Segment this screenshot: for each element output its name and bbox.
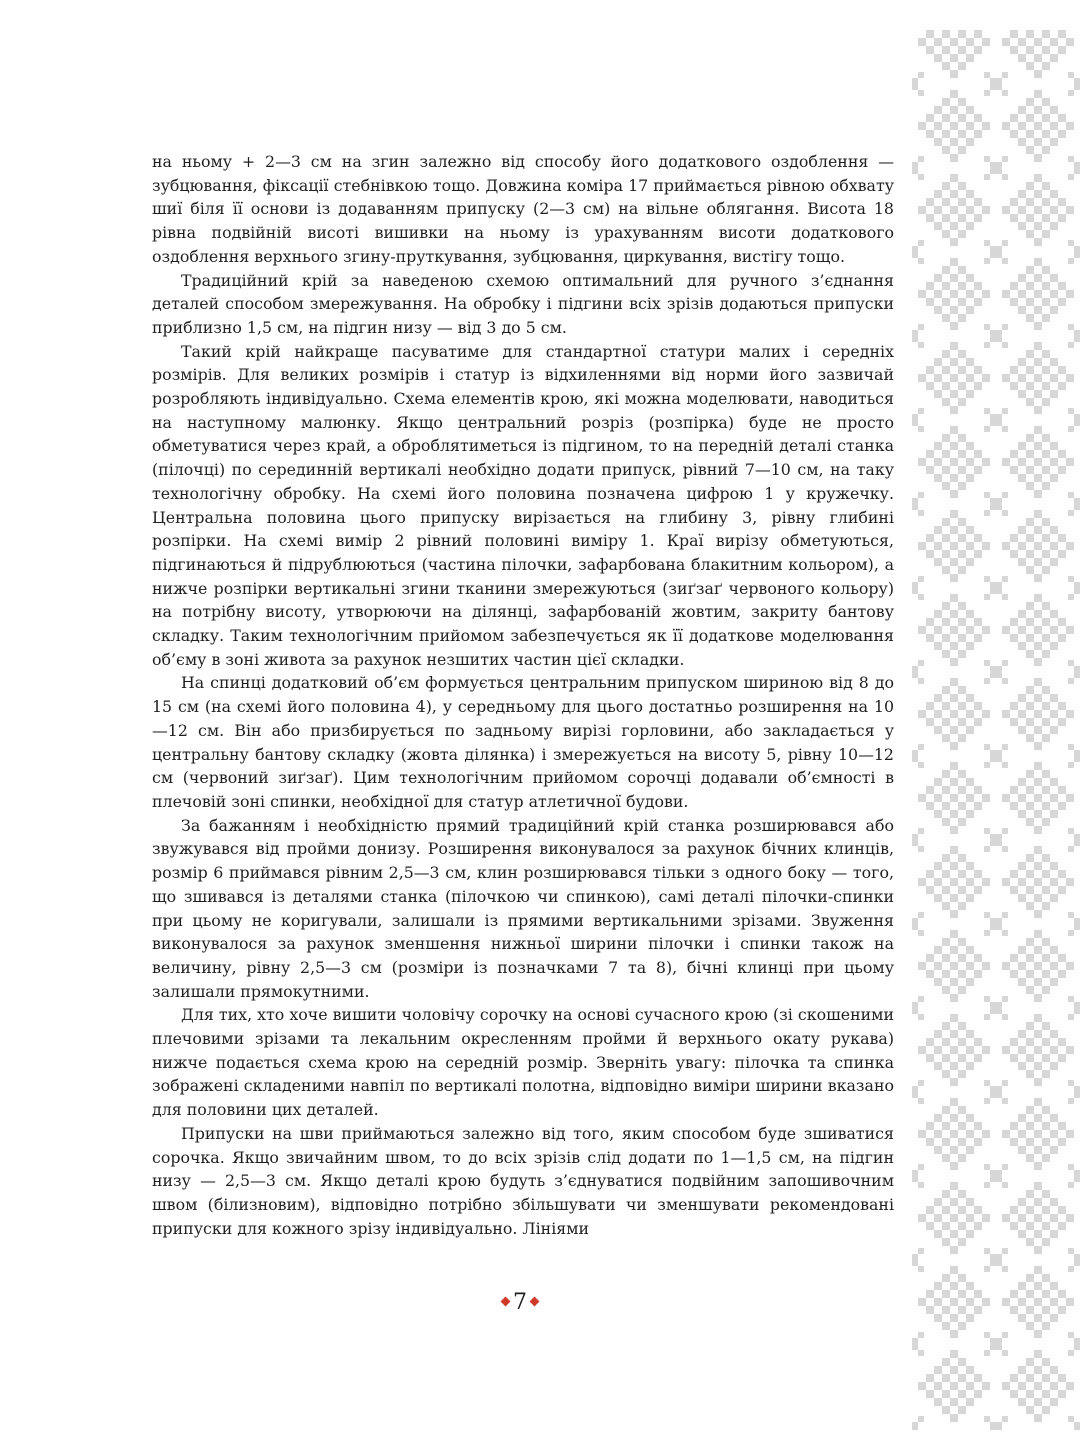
page-number-value: 7 xyxy=(513,1290,527,1315)
paragraph: Для тих, хто хоче вишити чоловічу сорочку на основі сучасного крою (зі скошеними плечовими зрізами та лекальним окресленням пройми й верхнього окату рукава) нижче подається схема крою на середній розмір. Зверніть увагу: пілочка та спинка зображені складеними навпіл по вертикалі полотна, відповідно виміри ширини вказано для половини цих деталей. xyxy=(152,1005,894,1120)
paragraph: За бажанням і необхідністю прямий традиційний крій станка розширювався або звужувався від пройми донизу. Розширення виконувалося за рахунок бічних клинців, розмір 6 приймався рівним 2,5—3 см, клин розширювався тільки з одного боку — того, що зшивався із деталями станка (пілочкою чи спинкою), самі деталі пілочки-спинки при цьому не коригували, залишали із прямими вертикальними зрізами. Звуження виконувалося за рахунок зменшення нижньої ширини пілочки і спинки також на величину, рівну 2,5—3 см (розміри із позначками 7 та 8), бічні клинці при цьому залишали прямокутними. xyxy=(152,815,894,1001)
paragraph: На спинці додатковий об’єм формується центральним припуском шириною від 8 до 15 см (на схемі його половина 4), у середньому для цього достатньо розширення на 10—12 см. Він або призбирується по задньому вирізі горловини, або закладається у центральну бантову складку (жовта ділянка) і змережується на висоту 5, рівну 10—12 см (червоний зиґзаґ). Цим технологічним прийомом сорочці додавали об’ємності в плечовій зоні спинки, необхідної для статур атлетичної будови. xyxy=(152,673,894,811)
paragraph: Припуски на шви приймаються залежно від того, яким способом буде зшиватися сорочка. Якщо звичайним швом, то до всіх зрізів слід додати по 1—1,5 см, на підгин низу — 2,5—3 см. Якщо деталі крою будуть з’єднуватися подвійним запошивочним швом (білизновим), відповідно потрібно збільшувати чи зменшувати рекомендовані припуски для кожного зрізу індивідуально. Лініями xyxy=(152,1123,894,1238)
body-text xyxy=(152,150,894,1240)
diamond-dot-icon xyxy=(501,1297,511,1307)
paragraph: Традиційний крій за наведеною схемою оптимальний для ручного з’єднання деталей способом змережування. На обробку і підгини всіх зрізів додаються припуски приблизно 1,5 см, на підгин низу — від 3 до 5 см. xyxy=(152,270,894,337)
paragraph: на ньому + 2—3 см на згин залежно від способу його додаткового оздоблення — зубцювання, фіксації стебнівкою тощо. Довжина коміра 17 приймається рівною обхвату шиї біля її основи із додаванням припуску (2—3 см) на вільне облягання. Висота 18 рівна подвійній висоті вишивки на ньому із урахуванням висоти додаткового оздоблення верхнього згину-пруткування, зубцювання, циркування, вистігу тощо. xyxy=(152,152,894,266)
diamond-dot-icon xyxy=(530,1297,540,1307)
paragraph: Такий крій найкраще пасуватиме для стандартної статури малих і середніх розмірів. Для великих розмірів і статур із відхиленнями від норми його зазвичай розробляють індивідуально. Схема елементів крою, які можна моделювати, наводиться на наступному малюнку. Якщо центральний розріз (розпірка) буде не просто обметуватися через край, а оброблятиметься із підгином, то на передній деталі станка (пілочці) по серединній вертикалі необхідно додати припуск, рівний 7—10 см, на таку технологічну обробку. На схемі його половина позначена цифрою 1 у кружечку. Центральна половина цього припуску вирізається на глибину 3, рівну глибині розпірки. На схемі вимір 2 рівний половині виміру 1. Краї вирізу обметуються, підгинаються й підрублюються (частина пілочки, зафарбована блакитним кольором), а нижче розпірки вертикальні згини тканини змережуються (зиґзаґ червоного кольору) на потрібну висоту, утворюючи на ділянці, зафарбованій жовтим, закриту бантову складку. Таким технологічним прийомом забезпечується як її додаткове моделювання об’єму в зоні живота за рахунок незшитих частин цієї складки. xyxy=(152,341,894,669)
embroidery-ornament-icon xyxy=(912,0,1080,1440)
page-number xyxy=(0,1290,1040,1315)
